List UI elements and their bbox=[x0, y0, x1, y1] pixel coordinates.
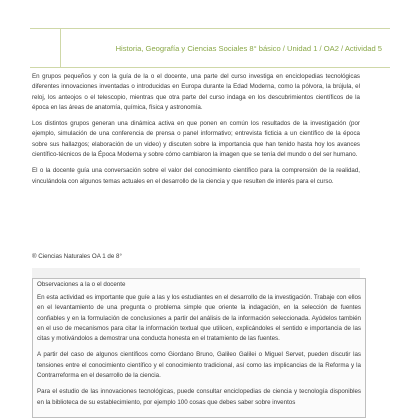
curriculum-reference: ® Ciencias Naturales OA 1 de 8° bbox=[32, 253, 122, 260]
activity-body bbox=[32, 72, 360, 193]
paragraph-1: En grupos pequeños y con la guía de la o el docente, una parte del curso investiga en enciclopedias tecnológicas diferentes innovaciones inventadas o introducidas en Europa durante la Edad Moderna, como la pólvora, la brújula, el reloj, los anteojos o el telescopio, mientras que otra parte del curso indaga en los descubrimientos científicos de la época en las áreas de anatomía, química, física y astronomía. bbox=[32, 73, 360, 111]
header-accent-block bbox=[30, 29, 61, 67]
observations-box bbox=[32, 278, 366, 418]
observation-paragraph-2: A partir del caso de algunos científicos como Giordano Bruno, Galileo Galilei o Miguel Servet, pueden discutir las tensiones entre el conocimiento científico y el conocimiento tradicional, así como las implicancias de la Reforma y la Contrarreforma en el desarrollo de la ciencia. bbox=[37, 351, 361, 380]
page-header-title: Historia, Geografía y Ciencias Sociales 8° básico / Unidad 1 / OA2 / Actividad 5 bbox=[115, 43, 382, 53]
paragraph-2: Los distintos grupos generan una dinámica activa en que ponen en común los resultados de la investigación (por ejemplo, simulación de una conferencia de prensa o panel informativo; entrevista ficticia a un científico de la época sobre sus hallazgos; elaboración de un video) y discuten sobre la importancia que han tenido hasta hoy los avances científico-técnicos de la Época Moderna y sobre cómo cambiaron la imagen que se tenía del mundo o del ser humano. bbox=[32, 120, 360, 159]
observations-body bbox=[37, 293, 361, 414]
paragraph-3: El o la docente guía una conversación sobre el valor del conocimiento científico para la comprensión de la realidad, vinculándola con algunos temas actuales en el desarrollo de la ciencia y que resulten de interés para el curso. bbox=[32, 167, 360, 185]
observation-paragraph-1: En esta actividad es importante que guíe a las y los estudiantes en el desarrollo de la investigación. Trabaje con ellos en el levantamiento de una pregunta o problema simple que oriente la indagación, en la selección de fuentes confiables y en la formulación de conclusiones a partir del análisis de la información seleccionada. Ayúdelos también en el uso de mecanismos para citar la información textual que utilicen, explicándoles el sentido e importancia de las citas y motivándolos a demostrar una conducta honesta en el tratamiento de las fuentes. bbox=[37, 294, 361, 343]
header-bar bbox=[30, 28, 390, 68]
observation-paragraph-3: Para el estudio de las innovaciones tecnológicas, puede consultar enciclopedias de ciencia y tecnología disponibles en la biblioteca de su establecimiento, por ejemplo 100 cosas que debes saber sobre inventos bbox=[37, 388, 361, 406]
observations-title: Observaciones a la o el docente bbox=[37, 281, 126, 288]
separator-bar bbox=[32, 268, 360, 278]
